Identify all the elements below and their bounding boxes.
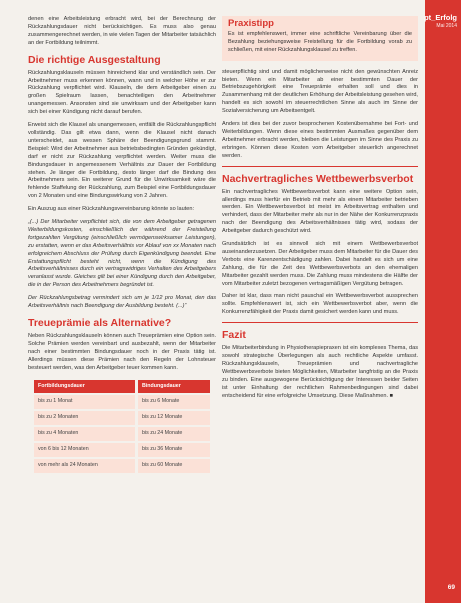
heading-fazit: Fazit: [222, 329, 246, 342]
table-cell: von 6 bis 12 Monaten: [34, 443, 135, 457]
paragraph: steuerpflichtig sind und damit möglicherweise nicht den gewünschten Anreiz bieten. Wenn ein Mitarbeiter ab einer bestimmten Dauer der Betriebszugehörigkeit eine Treueprämie erhalten soll und dies in Zusammenhang mit der deutlichen Erhöhung der Arbeitsleistung gesehen wird, handelt es sich sowohl im steuerrechtlichen Sinne als auch im Sinne der Sozialversicherung um Arbeitsentgelt.: [222, 68, 418, 115]
table-header: Bindungsdauer: [138, 380, 210, 394]
praxistipp-title: Praxistipp: [228, 18, 274, 29]
table-cell: bis zu 36 Monate: [138, 443, 210, 457]
clause-quote: „(...) Der Mitarbeiter verpflichtet sich, die von dem Arbeitgeber getragenen Weiterbildungskosten, einschließlich der während der Freistellung fortgezahlten Vergütung (einschließlich vermögenswirksamer Leistungen), zu erstatten, wenn er das Arbeitsverhältnis vor Ablauf von xx Monaten nach erfolgreichem Abschluss der Prüfung durch Eigenkündigung beendet. Eine Erstattungspflicht besteht nicht, wenn die Kündigung des Arbeitsverhältnisses durch ein vertragswidriges Verhalten des Arbeitgebers veranlasst wurde. Gleiches gilt bei einer Kündigung durch den Arbeitgeber, die in der Person des Arbeitnehmers begründet ist.: [28, 219, 216, 289]
table-row: [34, 395, 210, 409]
bindungsdauer-table: [34, 378, 210, 475]
paragraph: Daher ist klar, dass man nicht pauschal ein Wettbewerbsverbot aussprechen sollte. Empfehlenswert ist, sich ein Wettbewerbsverbot aber, wenn die Konkurrenzfähigkeit der Praxis damit gesichert werden kann und muss.: [222, 293, 418, 316]
right-column: [222, 16, 418, 406]
page-number: 69: [447, 584, 455, 591]
heading-treuepraemie: Treueprämie als Alternative?: [28, 317, 172, 329]
red-sidebar: [425, 0, 461, 603]
table-row: [34, 459, 210, 473]
brand-logo: [424, 14, 457, 30]
table-cell: bis zu 24 Monate: [138, 427, 210, 441]
table-row: [34, 427, 210, 441]
intro-paragraph: denen eine Arbeitsleistung erbracht wird, bei der Berechnung der Rückzahlungsdauer nicht berücksichtigen. Es muss also genau zusammengerechnet werden, in wie vielen Tagen der Mitarbeiter tatsächlich an der Fortbildung teilnimmt.: [28, 16, 217, 46]
heading-wettbewerbsverbot: Nachvertragliches Wettbewerbsverbot: [222, 172, 414, 185]
divider: [222, 322, 418, 323]
table-cell: bis zu 60 Monate: [138, 459, 210, 473]
paragraph: Grundsätzlich ist es sinnvoll sich mit einem Wettbewerbsverbot auseinanderzusetzen. Der Arbeitgeber muss dem Mitarbeiter für die Dauer des Verbots eine Karenzentschädigung zahlen. Dabei handelt es sich um eine Zahlung, die für die Zeit des Wettbewerbsverbots an den ehemaligen Mitarbeiter gezahlt werden muss. Die Zahlung muss mindestens die Hälfte der vom Mitarbeiter zuletzt bezogenen vertragsmäßigen Vergütung betragen.: [222, 241, 418, 287]
table-cell: bis zu 6 Monate: [138, 395, 210, 409]
table-cell: bis zu 2 Monaten: [34, 411, 135, 425]
paragraph: Anders ist dies bei der zuvor besprochenen Kostenübernahme bei Fort- und Weiterbildungen. Wenn diese eines bestimmten Ausmaßes gegenüber dem Arbeitnehmer erbracht werden, bleiben die Leistungen im Sinne des Praxis zu erbringen. Können diese Kosten vom Arbeitgeber steuerlich angerechnet werden.: [222, 121, 418, 159]
table-row: [34, 411, 210, 425]
left-column: [28, 16, 216, 475]
table-row: [34, 443, 210, 457]
table-cell: bis zu 12 Monate: [138, 411, 210, 425]
paragraph: Ein nachvertragliches Wettbewerbsverbot kann eine weitere Option sein, allerdings muss hierfür ein Betrieb mit mehr als einem Mitarbeiter betrieben werden. Ein Wettbewerbsverbot ist meist im Arbeitsvertrag enthalten und verhindert, dass der Mitarbeiter mehr als nur in der Nähe der Konkurrenzpraxis nach der Beendigung des Arbeitsverhältnisses tätig wird, sodass der Arbeitgeber dadurch geschützt wird.: [222, 188, 418, 235]
brand-title: pt_Erfolg: [424, 13, 457, 22]
paragraph: Rückzahlungsklauseln müssen hinreichend klar und verständlich sein. Der Arbeitnehmer muss erkennen können, wann und in welcher Höhe er zur Rückzahlung verpflichtet wird. Klauseln, die dem Arbeitgeber einen zu großen Spielraum lassen, benachteiligen den Arbeitnehmer unangemessen. Ansonsten sind sie unwirksam und der Arbeitgeber kann sich bei einer Kündigung nicht darauf berufen.: [28, 69, 216, 116]
clause-quote-continued: Der Rückzahlungsbetrag vermindert sich um je 1/12 pro Monat, den das Arbeitsverhältnis nach Beendigung der Ausbildung besteht. (...)“: [28, 295, 216, 310]
paragraph: Erweist sich die Klausel als unangemessen, entfällt die Rückzahlungspflicht vollständig. Das gilt etwa dann, wenn die Klausel nicht danach unterscheidet, aus wessen Sphäre der Beendigungsgrund stammt. Beispiel: Wird der Arbeitnehmer aus betriebsbedingten Gründen gekündigt, darf er nicht zur Rückzahlung verpflichtet werden. Weiter muss die Bindungsdauer in angemessenem Verhältnis zur Dauer der Fortbildung stehen. Je länger die Fortbildung, desto länger darf die Bindung des Arbeitnehmers sein. Ein weiterer Grund für die Unwirksamkeit wäre die fehlende Staffelung der Rückzahlung, zum Beispiel eine Fortbildungsdauer von 2 Monaten und eine Bindungswirkung von 2 Jahren.: [28, 122, 216, 200]
issue-date: Mai 2014: [436, 23, 457, 30]
paragraph: Die Mitarbeiterbindung in Physiotherapiepraxen ist ein komplexes Thema, das sowohl strategische Überlegungen als auch rechtliche Aspekte umfasst. Rückzahlungsklauseln, Treueprämien und nachvertragliche Wettbewerbsverbote bieten Möglichkeiten, Mitarbeiter langfristig an die Praxis zu binden. Eine ausgewogene Berücksichtigung der Interessen beider Seiten ist unter Einhaltung der rechtlichen Rahmenbedingungen sind dabei entscheidend für eine erfolgreiche Umsetzung. Diese Maßnahmen. ■: [222, 345, 418, 399]
table-cell: bis zu 1 Monat: [34, 395, 135, 409]
table-cell: von mehr als 24 Monaten: [34, 459, 135, 473]
table-cell: bis zu 4 Monaten: [34, 427, 135, 441]
table-header: Fortbildungsdauer: [34, 380, 135, 394]
table-header-row: [34, 380, 210, 394]
paragraph: Ein Auszug aus einer Rückzahlungsvereinbarung könnte so lauten:: [28, 206, 195, 213]
heading-ausgestaltung: Die richtige Ausgestaltung: [28, 53, 161, 66]
praxistipp-text: Es ist empfehlenswert, immer eine schriftliche Vereinbarung über die Bezahlung beziehungsweise Freistellung für die Fortbildung vorab zu schließen, mit einer Rückzahlungsklausel zu treffen.: [228, 30, 412, 53]
paragraph: Neben Rückzahlungsklauseln können auch Treueprämien eine Option sein. Solche Prämien werden vereinbart und ausbezahlt, wenn der Mitarbeiter nach einer bestimmten Bindungsdauer noch in der Praxis tätig ist. Allerdings müssen diese Prämien nach den Regeln der Lohnsteuer besteuert werden, was den Arbeitgeber teuer kommen kann.: [28, 333, 216, 371]
praxistipp-box: [222, 16, 418, 61]
divider: [222, 166, 418, 167]
